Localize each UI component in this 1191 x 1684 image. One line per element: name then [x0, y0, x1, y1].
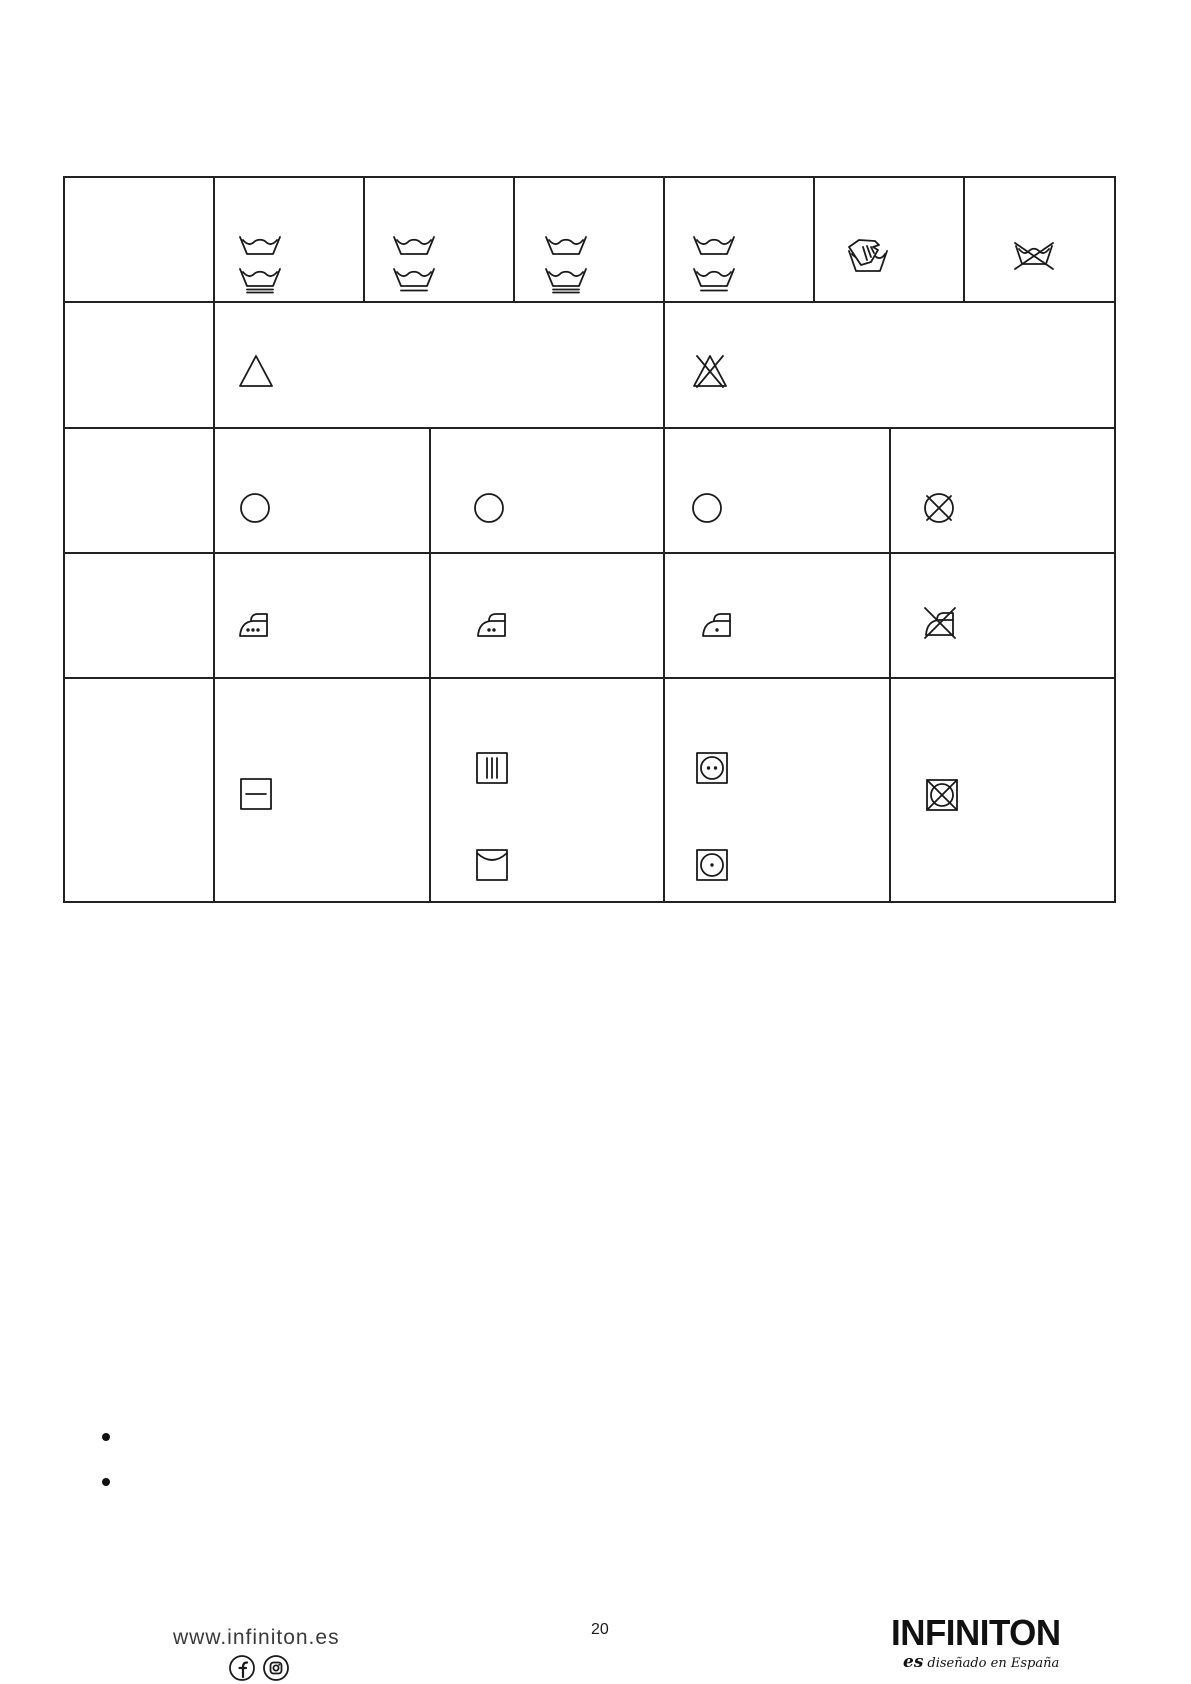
care-cell [365, 178, 515, 303]
do-not-dry-clean-icon [923, 492, 955, 524]
iron-high-icon [238, 610, 270, 638]
do-not-iron-icon [923, 605, 957, 639]
wash-tub-gentle-icon [392, 266, 436, 294]
bullet-point [102, 1478, 110, 1486]
iron-medium-icon [476, 610, 508, 638]
wash-tub-icon [238, 234, 282, 262]
row-label-cell [65, 554, 215, 679]
care-cell [665, 178, 815, 303]
brand-tagline-text: diseñado en España [927, 1656, 1060, 1671]
tumble-dry-low-icon [696, 849, 728, 881]
care-cell [431, 679, 665, 903]
care-cell [891, 679, 1116, 903]
care-cell [891, 554, 1116, 679]
row-label-cell [65, 429, 215, 554]
row-label-cell [65, 178, 215, 303]
tumble-dry-normal-icon [696, 752, 728, 784]
care-cell [815, 178, 965, 303]
care-cell [665, 679, 891, 903]
brand-badge: es [903, 1652, 924, 1672]
bleach-allowed-icon [238, 354, 274, 388]
do-not-bleach-icon [692, 354, 728, 388]
care-cell [891, 429, 1116, 554]
footer-website: www.infiniton.es [173, 1626, 340, 1649]
brand-tagline [903, 1653, 1059, 1673]
do-not-wash-icon [1012, 241, 1056, 271]
care-symbols-table [63, 176, 1116, 903]
dry-clean-icon [473, 492, 505, 524]
instagram-icon [263, 1655, 289, 1681]
dry-flat-icon [240, 778, 272, 810]
care-cell [515, 178, 665, 303]
care-cell [431, 429, 665, 554]
iron-low-icon [701, 610, 733, 638]
page-number: 20 [591, 1621, 609, 1638]
drip-dry-icon [476, 752, 508, 784]
hand-wash-icon [846, 238, 890, 276]
line-dry-icon [476, 849, 508, 881]
care-cell [215, 554, 431, 679]
care-cell [665, 429, 891, 554]
wash-tub-icon [544, 234, 588, 262]
care-cell [215, 429, 431, 554]
care-cell [665, 303, 1116, 429]
wash-tub-very-gentle-icon [238, 266, 282, 294]
do-not-tumble-dry-icon [926, 779, 958, 811]
bullet-point [102, 1433, 110, 1441]
row-label-cell [65, 679, 215, 903]
wash-tub-icon [692, 234, 736, 262]
dry-clean-icon [239, 492, 271, 524]
care-cell [215, 178, 365, 303]
wash-tub-gentle-icon [692, 266, 736, 294]
row-label-cell [65, 303, 215, 429]
care-cell [665, 554, 891, 679]
care-cell [965, 178, 1116, 303]
wash-tub-icon [392, 234, 436, 262]
facebook-icon [229, 1655, 255, 1681]
dry-clean-icon [691, 492, 723, 524]
care-cell [215, 679, 431, 903]
wash-tub-very-gentle-icon [544, 266, 588, 294]
care-cell [431, 554, 665, 679]
care-cell [215, 303, 665, 429]
brand-logo: INFINITON [891, 1612, 1061, 1653]
